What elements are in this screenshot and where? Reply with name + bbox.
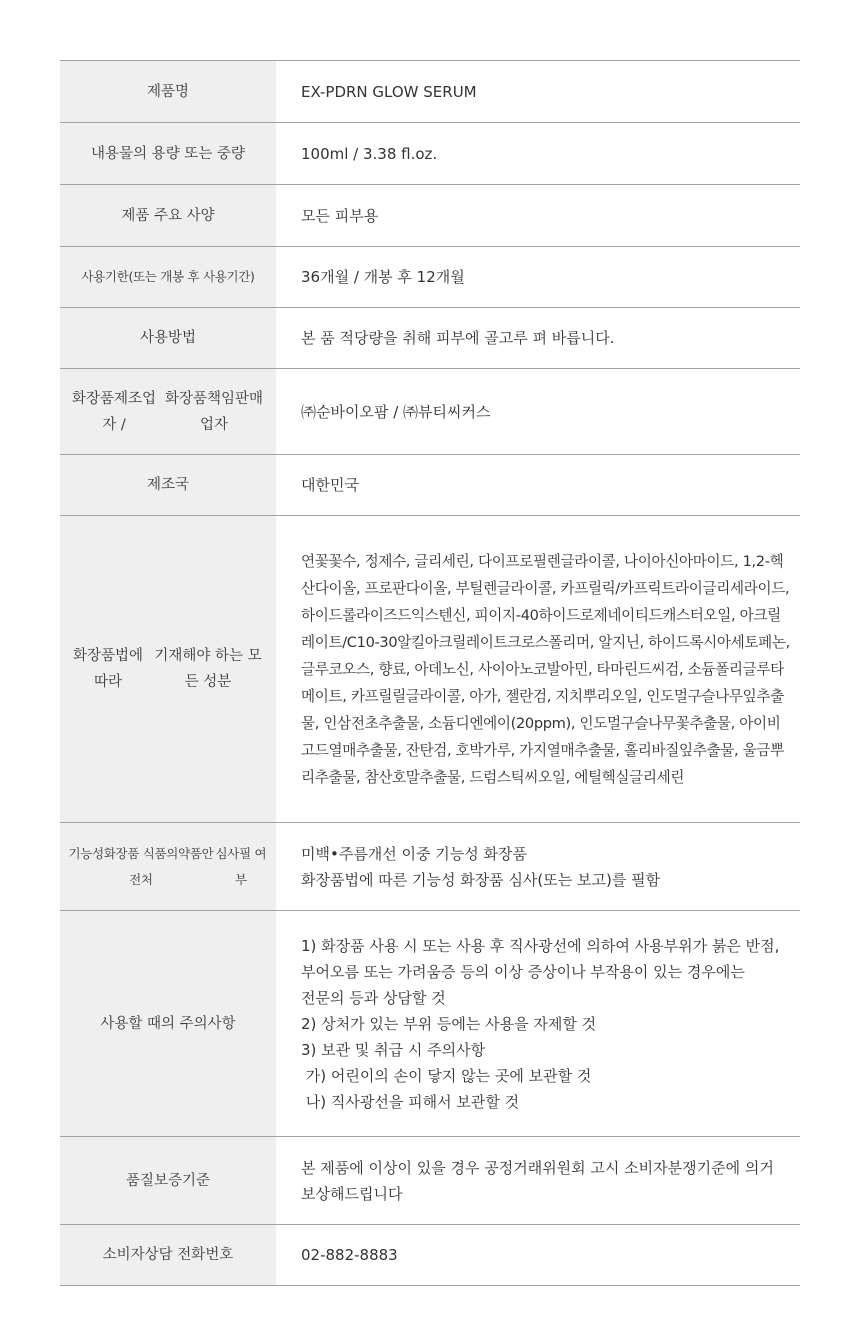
table-row-country — [60, 455, 800, 516]
label-line: 사용방법 — [139, 330, 197, 346]
row-label — [60, 61, 276, 122]
row-value — [276, 823, 800, 910]
row-label — [60, 308, 276, 368]
phone-number: 02-882-8883 — [301, 1246, 398, 1264]
label-line: 소비자상담 전화번호 — [102, 1247, 234, 1263]
table-row-quality — [60, 1137, 800, 1225]
label-line: 화장품제조업자 / — [72, 390, 157, 433]
row-label — [60, 369, 276, 454]
row-value — [276, 911, 800, 1136]
label-line: 제조국 — [146, 477, 190, 493]
product-info-table — [60, 60, 800, 1286]
row-value — [276, 1225, 800, 1285]
row-label — [60, 823, 276, 910]
label-line: 기능성화장품 식품의약품안전처 — [68, 845, 214, 887]
value-line: 모든 피부용 — [301, 206, 379, 225]
row-value — [276, 247, 800, 307]
row-label — [60, 1137, 276, 1224]
row-value — [276, 516, 800, 822]
row-label — [60, 123, 276, 184]
ingredients-text: 연꽃꽃수, 정제수, 글리세린, 다이프로필렌글라이콜, 나이아신아마이드, 1,2-헥산다이올, 프로판다이올, 부틸렌글라이콜, 카프릴릭/카프릭트라이글리세라이드, 하이드롤라이즈드익스텐신, 피이지-40하이드로제네이티드캐스터오일, 아크릴레이트/C10-30알킬아크릴레이트크로스폴리머, 알지닌, 하이드록시아세토페논, 글루코오스, 향료, 아데노신, 사이아노코발아민, 타마린드씨검, 소듐폴리글루타메이트, 카프릴릴글라이콜, 아가, 젤란검, 지치뿌리오일, 인도멀구슬나무잎추출물, 인삼전초추출물, 소듐디엔에이(20ppm), 인도멀구슬나무꽃추출물, 아이비고드열매추출물, 잔탄검, 호박가루, 가지열매추출물, 홀리바질잎추출물, 울금뿌리추출물, 참산호말추출물, 드럼스틱씨오일, 에틸헥실글리세린 — [301, 552, 790, 786]
label-line: 화장품법에 따라 — [72, 648, 144, 690]
value-line: EX-PDRN GLOW SERUM — [301, 82, 477, 101]
value-line: 나) 직사광선을 피해서 보관할 것 — [301, 1092, 520, 1111]
value-line: 36개월 / 개봉 후 12개월 — [301, 268, 465, 286]
value-line: 미백•주름개선 이중 기능성 화장품 — [301, 844, 528, 863]
value-line: 보상해드립니다 — [301, 1184, 403, 1203]
row-label — [60, 185, 276, 246]
row-value — [276, 308, 800, 368]
label-line: 제품 주요 사양 — [121, 207, 215, 224]
row-label — [60, 247, 276, 307]
value-line: ㈜순바이오팜 / ㈜뷰티씨커스 — [301, 402, 491, 421]
value-line: 부어오름 또는 가려움증 등의 이상 증상이나 부작용이 있는 경우에는 — [301, 962, 745, 981]
row-value — [276, 1137, 800, 1224]
value-line: 2) 상처가 있는 부위 등에는 사용을 자제할 것 — [301, 1014, 597, 1033]
table-row-volume — [60, 123, 800, 185]
table-row-manufacturer — [60, 369, 800, 455]
row-value — [276, 185, 800, 246]
table-row-usage — [60, 308, 800, 369]
label-line: 기재해야 하는 모든 성분 — [154, 648, 262, 690]
table-row-ingredients — [60, 516, 800, 823]
row-value — [276, 61, 800, 122]
table-row-functional — [60, 823, 800, 911]
value-line: 화장품법에 따른 기능성 화장품 심사(또는 보고)를 필함 — [301, 870, 661, 889]
table-row-contact — [60, 1225, 800, 1286]
value-line: 3) 보관 및 취급 시 주의사항 — [301, 1040, 486, 1059]
row-value — [276, 455, 800, 515]
row-label — [60, 516, 276, 822]
row-label — [60, 455, 276, 515]
value-line: 본 품 적당량을 취해 피부에 골고루 펴 바릅니다. — [301, 329, 615, 347]
value-line: 가) 어린이의 손이 닿지 않는 곳에 보관할 것 — [301, 1066, 592, 1085]
table-row-expiry — [60, 247, 800, 308]
label-line: 사용기한(또는 개봉 후 사용기간) — [81, 269, 255, 284]
label-line: 사용할 때의 주의사항 — [100, 1015, 236, 1032]
row-label — [60, 911, 276, 1136]
table-row-precautions — [60, 911, 800, 1137]
value-line: 본 제품에 이상이 있을 경우 공정거래위원회 고시 소비자분쟁기준에 의거 — [301, 1158, 774, 1177]
label-line: 품질보증기준 — [125, 1172, 211, 1189]
label-line: 심사필 여부 — [215, 845, 267, 887]
table-row-product-name — [60, 61, 800, 123]
value-line: 100ml / 3.38 fl.oz. — [301, 144, 438, 163]
label-line: 제품명 — [146, 83, 190, 100]
value-line: 전문의 등과 상담할 것 — [301, 988, 446, 1007]
label-line: 내용물의 용량 또는 중량 — [91, 145, 245, 162]
row-label — [60, 1225, 276, 1285]
value-line: 1) 화장품 사용 시 또는 사용 후 직사광선에 의하여 사용부위가 붉은 반점, — [301, 936, 780, 955]
row-value — [276, 123, 800, 184]
label-line: 화장품책임판매업자 — [165, 390, 264, 433]
value-line: 대한민국 — [301, 476, 359, 494]
table-row-specs — [60, 185, 800, 247]
row-value — [276, 369, 800, 454]
